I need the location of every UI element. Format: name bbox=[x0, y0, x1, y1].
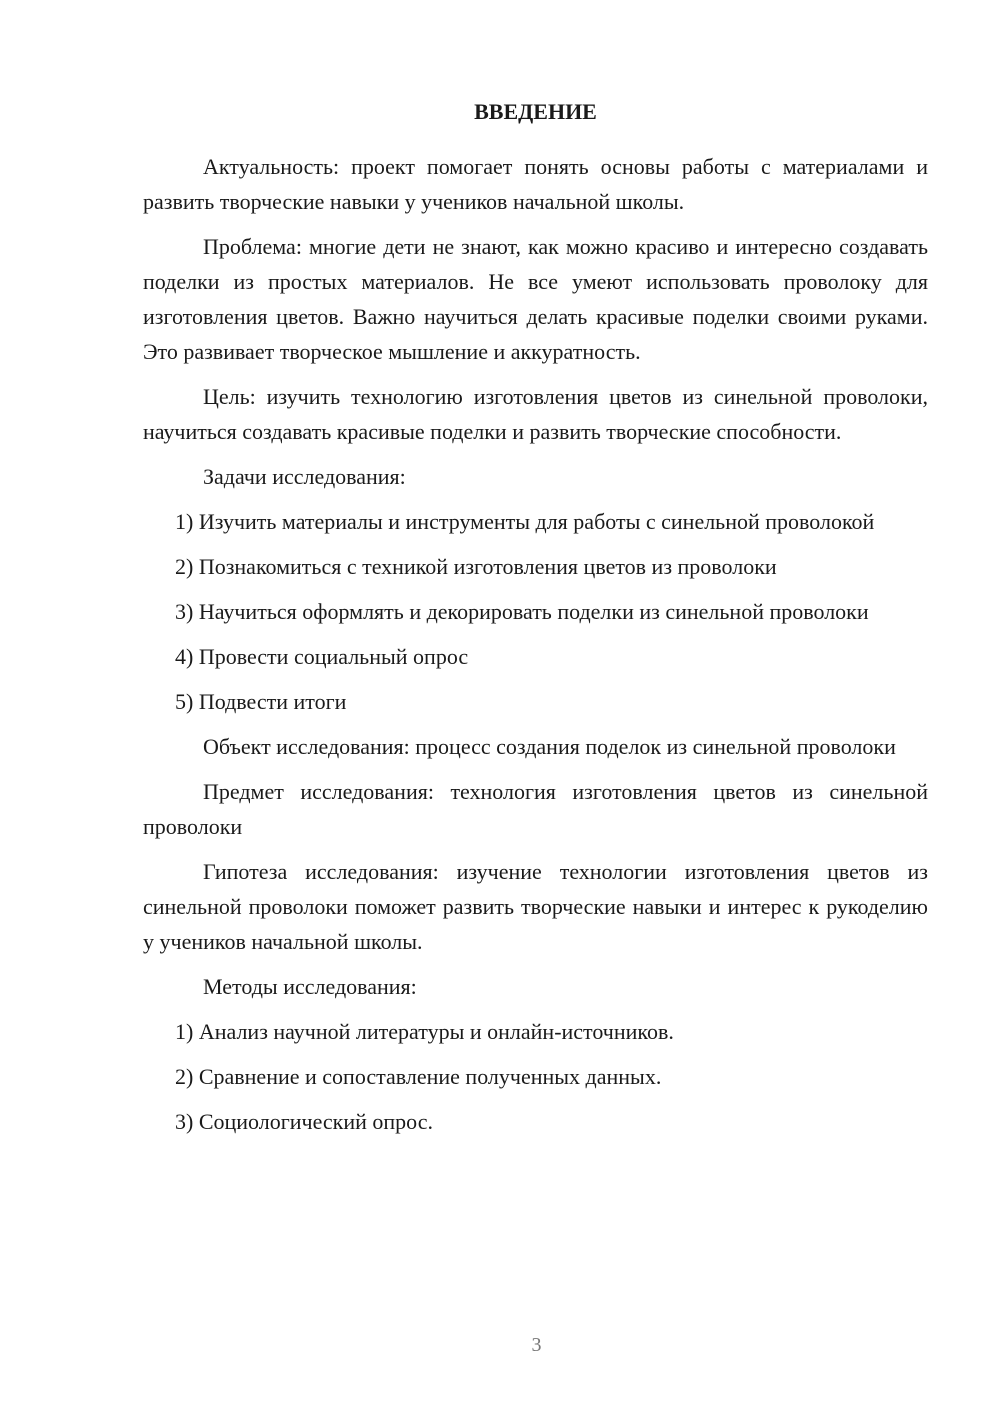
problem-paragraph: Проблема: многие дети не знают, как можно красиво и интересно создавать поделки из простых материалов. Не все умеют использовать проволоку для изготовления цветов. Важно научиться делать красивые поделки своими руками. Это развивает творческое мышление и аккуратность. bbox=[143, 234, 928, 364]
task-item: 5) Подвести итоги bbox=[175, 689, 347, 714]
section-title: ВВЕДЕНИЕ bbox=[474, 99, 597, 124]
page-number: 3 bbox=[531, 1334, 542, 1356]
task-item: 4) Провести социальный опрос bbox=[175, 644, 469, 669]
object-paragraph: Объект исследования: процесс создания поделок из синельной проволоки bbox=[203, 734, 896, 759]
methods-heading: Методы исследования: bbox=[203, 974, 417, 999]
method-item: 1) Анализ научной литературы и онлайн-источников. bbox=[175, 1019, 674, 1044]
tasks-heading: Задачи исследования: bbox=[203, 464, 406, 489]
hypothesis-paragraph: Гипотеза исследования: изучение технологии изготовления цветов из синельной проволоки поможет развить творческие навыки и интерес к рукоделию у учеников начальной школы. bbox=[143, 859, 928, 954]
task-item: 1) Изучить материалы и инструменты для работы с синельной проволокой bbox=[175, 509, 875, 534]
subject-paragraph: Предмет исследования: технология изготовления цветов из синельной проволоки bbox=[143, 779, 928, 839]
document-page bbox=[143, 94, 928, 1149]
method-item: 3) Социологический опрос. bbox=[175, 1109, 433, 1134]
relevance-paragraph: Актуальность: проект помогает понять основы работы с материалами и развить творческие навыки у учеников начальной школы. bbox=[143, 154, 928, 214]
goal-paragraph: Цель: изучить технологию изготовления цветов из синельной проволоки, научиться создавать красивые поделки и развить творческие способности. bbox=[143, 384, 928, 444]
task-item: 2) Познакомиться с техникой изготовления цветов из проволоки bbox=[175, 554, 777, 579]
task-item: 3) Научиться оформлять и декорировать поделки из синельной проволоки bbox=[175, 599, 869, 624]
method-item: 2) Сравнение и сопоставление полученных данных. bbox=[175, 1064, 662, 1089]
